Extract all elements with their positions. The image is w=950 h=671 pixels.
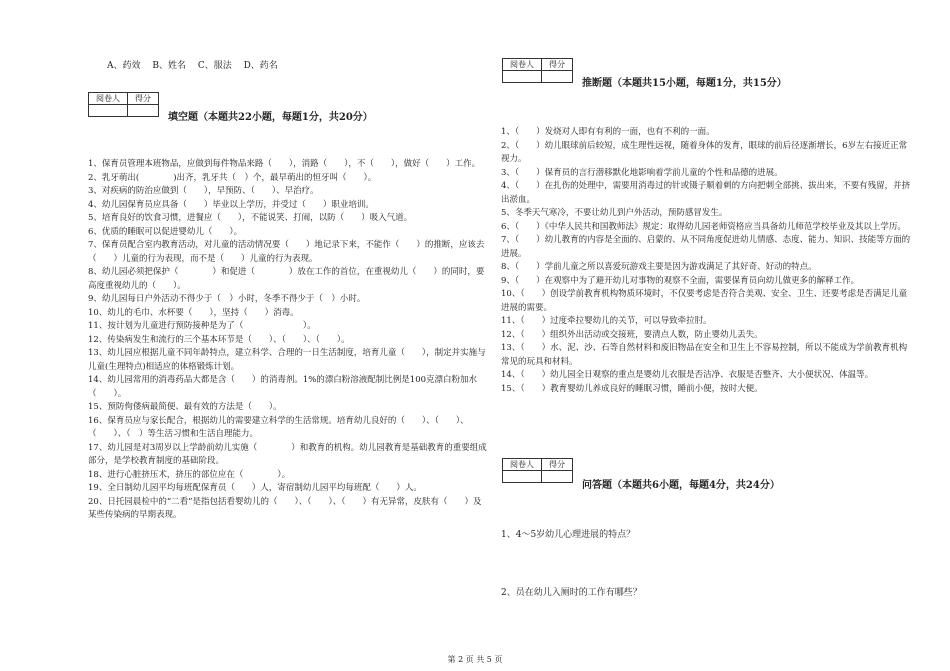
list-item: 10、幼儿的毛巾、水杯要（ ），坚持（ ）消毒。 (88, 307, 299, 318)
list-item: 4、幼儿园保育员应具备（ ）毕业以上学历，并受过（ ）职业培训。 (88, 199, 374, 210)
score-label: 得分 (542, 459, 573, 471)
list-item: 15、预防佝偻病最简便、最有效的方法是（ ）。 (88, 402, 282, 412)
fill-list (88, 158, 488, 523)
reviewer-label: 阅卷人 (503, 59, 542, 71)
reviewer-cell (503, 471, 542, 483)
list-item: 18、进行心脏挤压术，挤压的部位应在（ ）。 (88, 469, 291, 480)
list-item: 2、（ ）幼儿眼球前后较短，成生理性远视，随着身体的发育，眼球的前后径逐渐增长，6岁左右接近正常视力。 (501, 140, 908, 164)
list-item: 19、全日制幼儿园平均每班配保育员（ ）人，寄宿制幼儿园平均每班配（ ）人。 (88, 483, 422, 493)
reviewer-label: 阅卷人 (503, 459, 542, 471)
list-item: 11、按计划为儿童进行预防接种是为了（ ）。 (88, 321, 316, 331)
score-label: 得分 (542, 59, 573, 71)
list-item: 5、培育良好的饮食习惯，进餐应（ ），不能说笑、打闹，以防（ ）吸入气道。 (88, 213, 413, 223)
list-item: 12、传染病发生和流行的三个基本环节是（ ）、（ ）、（ ）。 (88, 334, 350, 345)
judge-list (501, 126, 911, 396)
list-item: 9、（ ）在观察中为了避开幼儿对事物的观察不全面，需要保育员向幼儿做更多的解释工作。 (501, 275, 860, 286)
score-box-fill (88, 92, 159, 117)
score-box-qa (502, 458, 573, 483)
judge-section-title: 推断题（本题共15小题，每题1分，共15分） (582, 78, 787, 89)
list-item: 1、保育员管理本班物品，应做到每件物品来路（ ），消路（ ），不（ ），做好（ ）工作。 (88, 159, 481, 169)
list-item: 13、（ ）水、泥、沙、石等自然材料和废旧物品在安全和卫生上不容易控制，所以不能成为学前教育机构常见的玩具和材料。 (501, 343, 908, 367)
list-item: 10、（ ）创设学前教育机构物质环境时，不仅要考虑是否符合美观、安全、卫生、还要考虑是否满足儿童进展的需要。 (501, 289, 908, 313)
list-item: 11、（ ）过度牵拉婴幼儿的关节，可以导致牵拉肘。 (501, 316, 712, 326)
list-item: 4、（ ）在扎伤的处理中，需要用消毒过的针或镊子顺着刺的方向把刺全部挑、拔出来，不要有残留，并挤出淤血。 (501, 181, 911, 205)
page-footer: 第 2 页 共 5 页 (447, 655, 503, 664)
reviewer-label: 阅卷人 (89, 93, 128, 105)
list-item: 14、（ ）幼儿园全日观察的重点是婴幼儿衣服是否洁净、衣服是否整齐、大小便状况、体温等。 (501, 370, 874, 380)
list-item: 2、乳牙萌出( )出齐，乳牙共（ ）个，最早萌出的恒牙叫（ ）。 (88, 172, 377, 183)
list-item: 16、保育员应与家长配合，根据幼儿的需要建立科学的生活常规。培育幼儿良好的（ ）、（ ）、（ ）、（ ）等生活习惯和生活自理能力。 (88, 415, 469, 439)
list-item: 7、保育员配合室内教育活动，对儿童的活动情况要（ ）地记录下来，不能作（ ）的推断，应该去（ ）儿童的行为表现，而不是（ ）儿童的行为表现。 (88, 240, 485, 264)
list-item: 12、（ ）组织外出活动或交接班，要清点人数，防止婴幼儿丢失。 (501, 329, 763, 340)
list-item: 6、（ ）《中华人民共和国教师法》规定：取得幼儿园老师资格应当具备幼儿师范学校毕业及其以上学历。 (501, 221, 906, 232)
list-item: 9、幼儿园每日户外活动不得少于（ ）小时，冬季不得少于（ ）小时。 (88, 294, 366, 304)
score-label: 得分 (128, 93, 159, 105)
qa-item-2: 2、员在幼儿入厕时的工作有哪些？ (501, 588, 642, 598)
fill-section-title: 填空题（本题共22小题，每题1分，共20分） (168, 112, 373, 123)
options-line: A、药效 B、姓名 C、服法 D、药名 (107, 61, 278, 71)
qa-section-title: 问答题（本题共6小题，每题4分，共24分） (582, 480, 780, 491)
score-cell (542, 71, 573, 83)
list-item: 14、幼儿园常用的消毒药品大都是含（ ）的消毒剂。1%的漂白粉溶液配制比例是100克漂白粉加水（ ）。 (88, 375, 478, 399)
list-item: 1、（ ）发烧对人即有有利的一面，也有不利的一面。 (501, 127, 715, 137)
reviewer-cell (503, 71, 542, 83)
qa-item-1: 1、4～5岁幼儿心理进展的特点？ (501, 530, 636, 540)
list-item: 20、日托园晨检中的“二看”是指包括看婴幼儿的（ ）、（ ）、（ ）有无异常，皮肤有（ ）及某些传染病的早期表现。 (88, 496, 482, 520)
list-item: 8、（ ）学前儿童之所以喜爱玩游戏主要是因为游戏满足了其好奇、好动的特点。 (501, 262, 817, 272)
score-box-judge (502, 58, 573, 83)
list-item: 15、（ ）教育婴幼儿养成良好的睡眠习惯，睡前小便，按时大便。 (501, 383, 763, 394)
list-item: 5、冬季天气寒冷，不要让幼儿到户外活动，预防感冒发生。 (501, 208, 728, 218)
score-cell (542, 471, 573, 483)
score-cell (128, 105, 159, 117)
list-item: 6、优质的睡眠可以促进婴幼儿（ ）。 (88, 226, 243, 237)
list-item: 3、（ ）保育员的言行潜移默化地影响着学前儿童的个性和品德的进展。 (501, 167, 783, 178)
reviewer-cell (89, 105, 128, 117)
list-item: 13、幼儿园应根据儿童不同年龄特点，建立科学、合理的一日生活制度，培育儿童（ ），制定并实施与儿童(生理特点)相适应的体格锻炼计划。 (88, 348, 486, 372)
list-item: 3、对疾病的防治应做到（ ），早预防、（ ）、早治疗。 (88, 186, 319, 196)
list-item: 17、幼儿园是对3周岁以上学龄前幼儿实施（ ）和教育的机构。幼儿园教育是基础教育的重要组成部分，是学校教育制度的基础阶段。 (88, 442, 487, 466)
list-item: 8、幼儿园必须把保护（ ）和促进（ ）放在工作的首位，在重视幼儿（ ）的同时，要高度重视幼儿的（ ）。 (88, 267, 485, 291)
list-item: 7、（ ）幼儿教育的内容是全面的、启蒙的、从不同角度促进幼儿情感、态度、能力、知识、技能等方面的进展。 (501, 235, 911, 259)
